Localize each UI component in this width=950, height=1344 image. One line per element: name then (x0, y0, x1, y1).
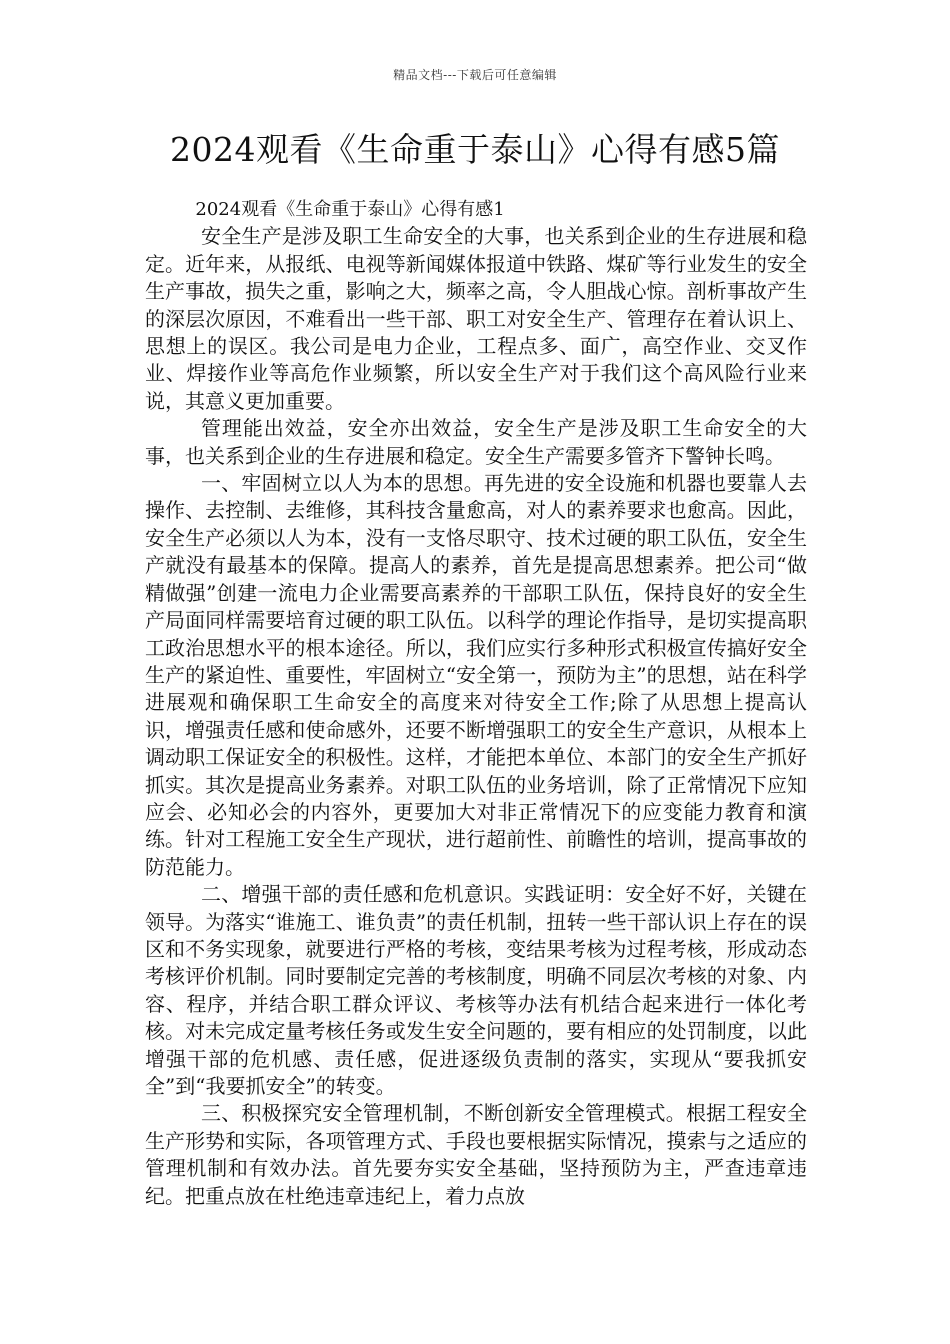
paragraph: 安全生产是涉及职工生命安全的大事，也关系到企业的生存进展和稳定。近年来，从报纸、电视等新闻媒体报道中铁路、煤矿等行业发生的安全生产事故，损失之重，影响之大，频率之高，令人胆战心惊。剖析事故产生的深层次原因，不难看出一些干部、职工对安全生产、管理存在着认识上、思想上的误区。我公司是电力企业，工程点多、面广，高空作业、交叉作业、焊接作业等高危作业频繁，所以安全生产对于我们这个高风险行业来说，其意义更加重要。 (145, 224, 807, 413)
section-heading: 2024观看《生命重于泰山》心得有感1 (195, 199, 505, 220)
document-title: 2024观看《生命重于泰山》心得有感5篇 (170, 130, 780, 169)
page-header: 精品文档---下载后可任意编辑 (393, 68, 557, 82)
paragraph: 一、牢固树立以人为本的思想。再先进的安全设施和机器也要靠人去操作、去控制、去维修，其科技含量愈高，对人的素养要求也愈高。因此，安全生产必须以人为本，没有一支恪尽职守、技术过硬的职工队伍，安全生产就没有最基本的保障。提高人的素养，首先是提高思想素养。把公司“做精做强”创建一流电力企业需要高素养的干部职工队伍，保持良好的安全生产局面同样需要培育过硬的职工队伍。以科学的理论作指导，是切实提高职工政治思想水平的根本途径。所以，我们应实行多种形式积极宣传搞好安全生产的紧迫性、重要性，牢固树立“安全第一，预防为主”的思想，站在科学进展观和确保职工生命安全的高度来对待安全工作;除了从思想上提高认识，增强责任感和使命感外，还要不断增强职工的安全生产意识，从根本上调动职工保证安全的积极性。这样，才能把本单位、本部门的安全生产抓好抓实。其次是提高业务素养。对职工队伍的业务培训，除了正常情况下应知应会、必知必会的内容外，更要加大对非正常情况下的应变能力教育和演练。针对工程施工安全生产现状，进行超前性、前瞻性的培训，提高事故的防范能力。 (145, 471, 807, 879)
document-body (145, 196, 807, 1210)
paragraph: 三、积极探究安全管理机制，不断创新安全管理模式。根据工程安全生产形势和实际，各项管理方式、手段也要根据实际情况，摸索与之适应的管理机制和有效办法。首先要夯实安全基础，坚持预防为主，严查违章违纪。把重点放在杜绝违章违纪上，着力点放 (145, 1101, 807, 1208)
paragraph: 管理能出效益，安全亦出效益，安全生产是涉及职工生命安全的大事，也关系到企业的生存进展和稳定。安全生产需要多管齐下警钟长鸣。 (145, 416, 807, 468)
paragraph: 二、增强干部的责任感和危机意识。实践证明：安全好不好，关键在领导。为落实“谁施工、谁负责”的责任机制，扭转一些干部认识上存在的误区和不务实现象，就要进行严格的考核，变结果考核为过程考核，形成动态考核评价机制。同时要制定完善的考核制度，明确不同层次考核的对象、内容、程序，并结合职工群众评议、考核等办法有机结合起来进行一体化考核。对未完成定量考核任务或发生安全问题的，要有相应的处罚制度，以此增强干部的危机感、责任感，促进逐级负责制的落实，实现从“要我抓安全”到“我要抓安全”的转变。 (145, 882, 807, 1098)
